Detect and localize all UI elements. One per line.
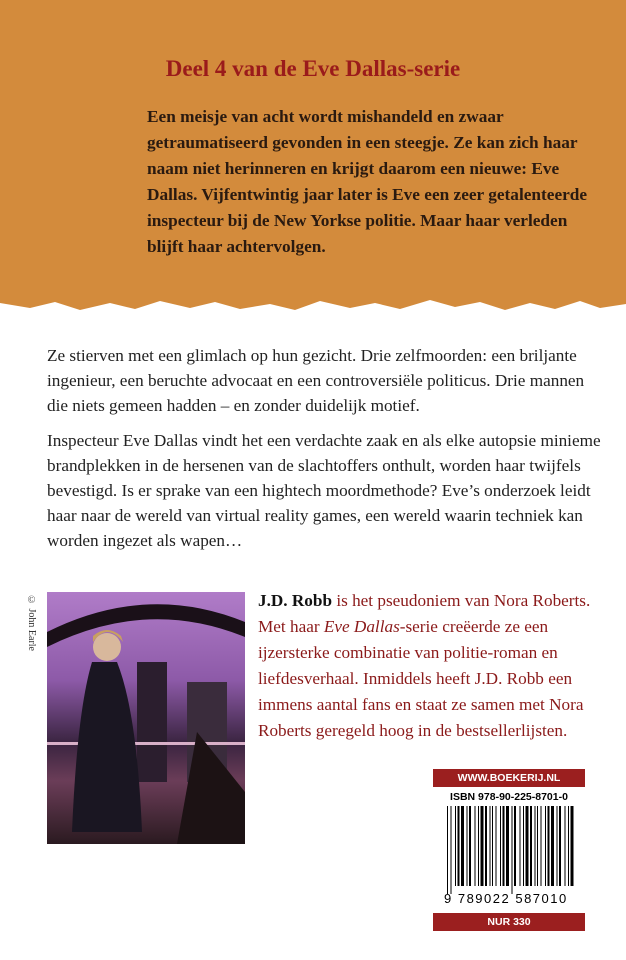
series-name: Eve Dallas bbox=[323, 617, 400, 636]
torn-edge bbox=[0, 290, 626, 320]
description-paragraph-2: Inspecteur Eve Dallas vindt het een verdachte zaak en als elke autopsie minieme brandplekken in de hersenen van de slachtoffers onthult, worden haar twijfels bevestigd. Is er sprake van een hightech moordmethode? Eve’s onderzoek leidt haar naar de wereld van virtual reality games, een wereld waarin techniek kan worden ingezet als wapen… bbox=[47, 431, 601, 550]
description-paragraph-1: Ze stierven met een glimlach op hun gezicht. Drie zelfmoorden: een briljante ingenieur, een beruchte advocaat en een controversiële politicus. Drie mannen die niets gemeen hadden – en zonder duidelijk motief. bbox=[47, 346, 585, 415]
author-bio-text: is het pseudoniem van Nora Roberts. Met haar bbox=[258, 591, 591, 636]
barcode-digits: 9 789022 587010 bbox=[444, 891, 568, 906]
author-name: J.D. Robb bbox=[258, 591, 333, 610]
isbn-label: ISBN 978-90-225-8701-0 bbox=[450, 791, 568, 803]
photo-credit: © John Earle bbox=[26, 595, 37, 651]
series-title: Deel 4 van de Eve Dallas-serie bbox=[165, 56, 461, 81]
author-bio-text-2: -serie creëerde ze een ijzersterke combinatie van politie-roman en liefdesverhaal. Inmiddels heeft J.D. Robb een immens aantal fans en staat ze samen met Nora Roberts geregeld hoog in de bestsellerlijsten. bbox=[258, 617, 584, 740]
barcode bbox=[447, 806, 577, 894]
author-bio bbox=[258, 588, 603, 744]
blurb-text: Een meisje van acht wordt mishandeld en zwaar getraumatiseerd gevonden in een steegje. Ze kan zich haar naam niet herinneren en krijgt daarom een nieuwe: Eve Dallas. Vijfentwintig jaar later is Eve een zeer getalenteerde inspecteur bij de New Yorkse politie. Maar haar verleden blijft haar achtervolgen. bbox=[147, 107, 588, 256]
nur-label: NUR 330 bbox=[433, 913, 585, 931]
website-label: WWW.BOEKERIJ.NL bbox=[433, 769, 585, 787]
author-photo bbox=[47, 592, 245, 844]
